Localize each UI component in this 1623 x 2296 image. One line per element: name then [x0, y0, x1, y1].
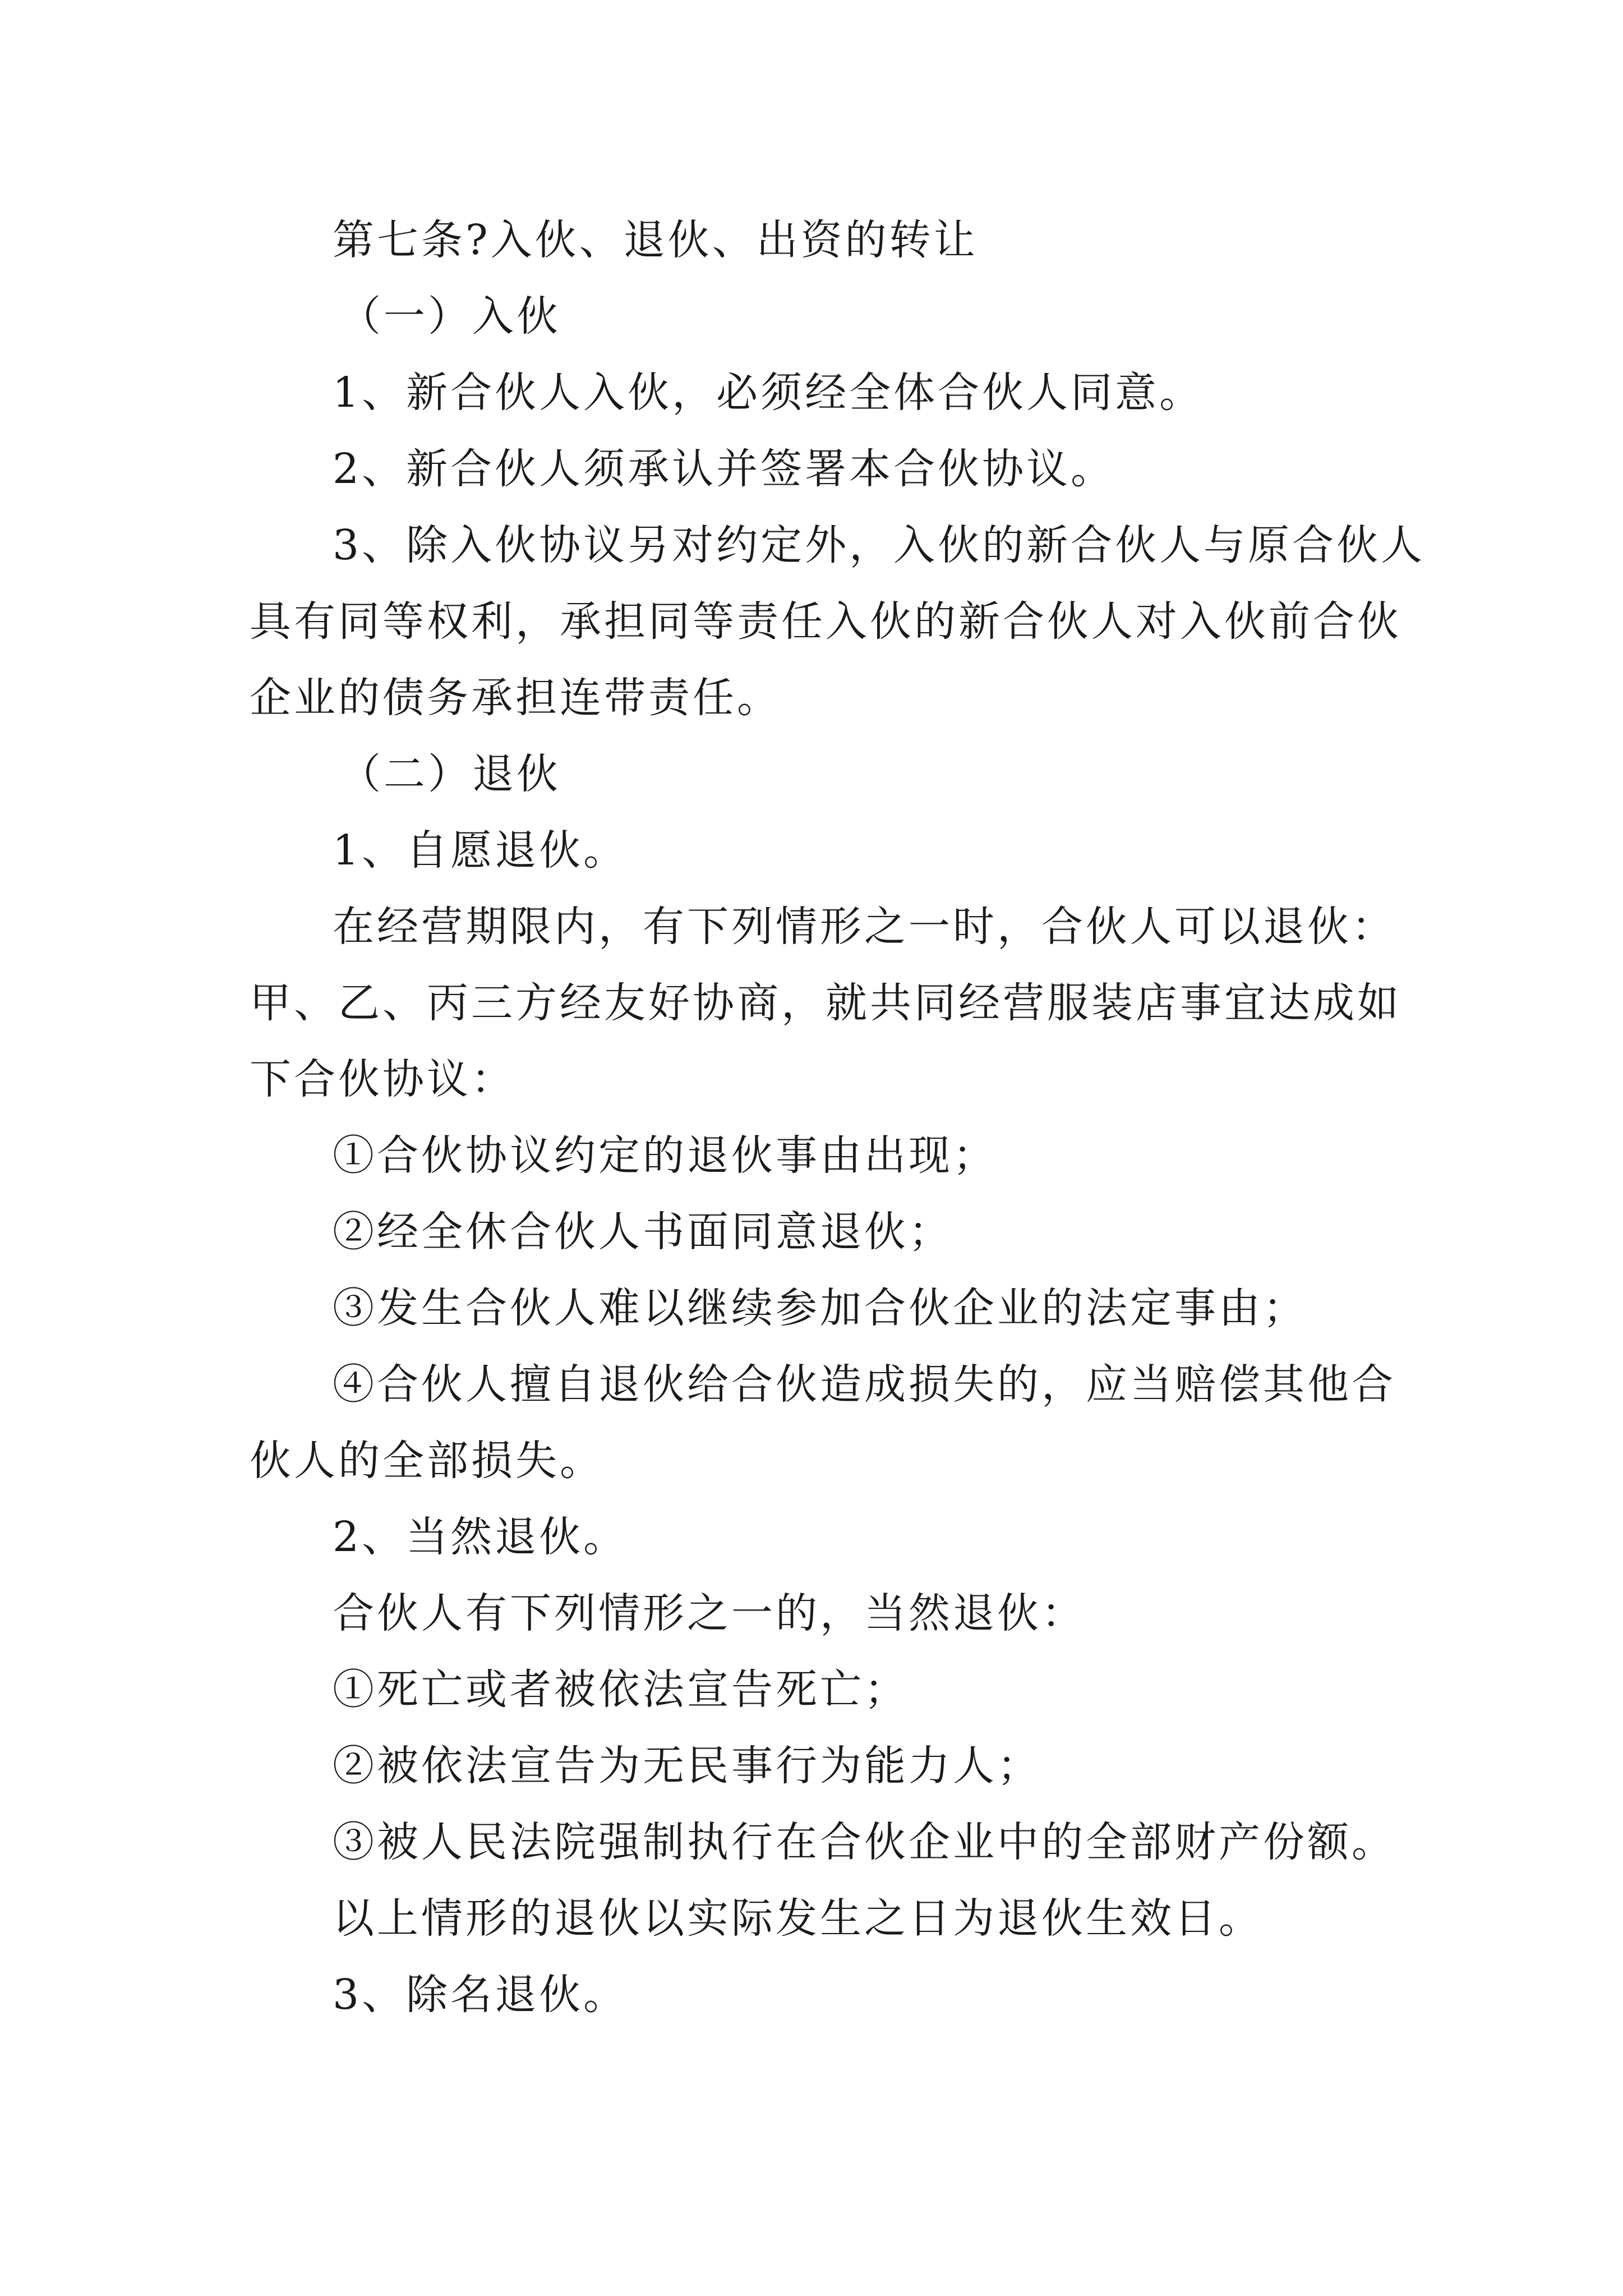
list-item: ④合伙人擅自退伙给合伙造成损失的，应当赔偿其他合伙人的全部损失。: [250, 1360, 1396, 1485]
list-item: ①死亡或者被依法宣告死亡；: [333, 1665, 909, 1714]
paragraph: 3、除名退伙。: [333, 1971, 628, 2019]
paragraph: 在经营期限内，有下列情形之一时，合伙人可以退伙：甲、乙、丙三方经友好协商，就共同经营服装店事宜达成如下合伙协议：: [250, 903, 1401, 1103]
paragraph: 3、除入伙协议另对约定外，入伙的新合伙人与原合伙人具有同等权利，承担同等责任入伙的新合伙人对入伙前合伙企业的债务承担连带责任。: [250, 521, 1426, 722]
paragraph: 以上情形的退伙以实际发生之日为退伙生效日。: [333, 1894, 1263, 1943]
list-item: ③被人民法院强制执行在合伙企业中的全部财产份额。: [333, 1818, 1396, 1866]
section-heading-withdraw: （二）退伙: [339, 750, 561, 798]
list-item: ②被依法宣告为无民事行为能力人；: [333, 1742, 1041, 1790]
list-item: ③发生合伙人难以继续参加合伙企业的法定事由；: [333, 1284, 1307, 1332]
paragraph: 1、新合伙人入伙，必须经全体合伙人同意。: [333, 369, 1204, 417]
list-item: ①合伙协议约定的退伙事由出现；: [333, 1131, 997, 1180]
paragraph: 2、新合伙人须承认并签署本合伙协议。: [333, 445, 1115, 493]
paragraph: 2、当然退伙。: [333, 1513, 628, 1561]
list-item: ②经全休合伙人书面同意退伙；: [333, 1208, 953, 1256]
paragraph: 合伙人有下列情形之一的，当然退伙：: [333, 1589, 1086, 1637]
paragraph: 1、自愿退伙。: [333, 826, 628, 875]
article-heading: 第七条?入伙、退伙、出资的转让: [333, 216, 978, 264]
document-body: [250, 202, 1433, 2033]
section-heading-join: （一）入伙: [339, 292, 561, 341]
